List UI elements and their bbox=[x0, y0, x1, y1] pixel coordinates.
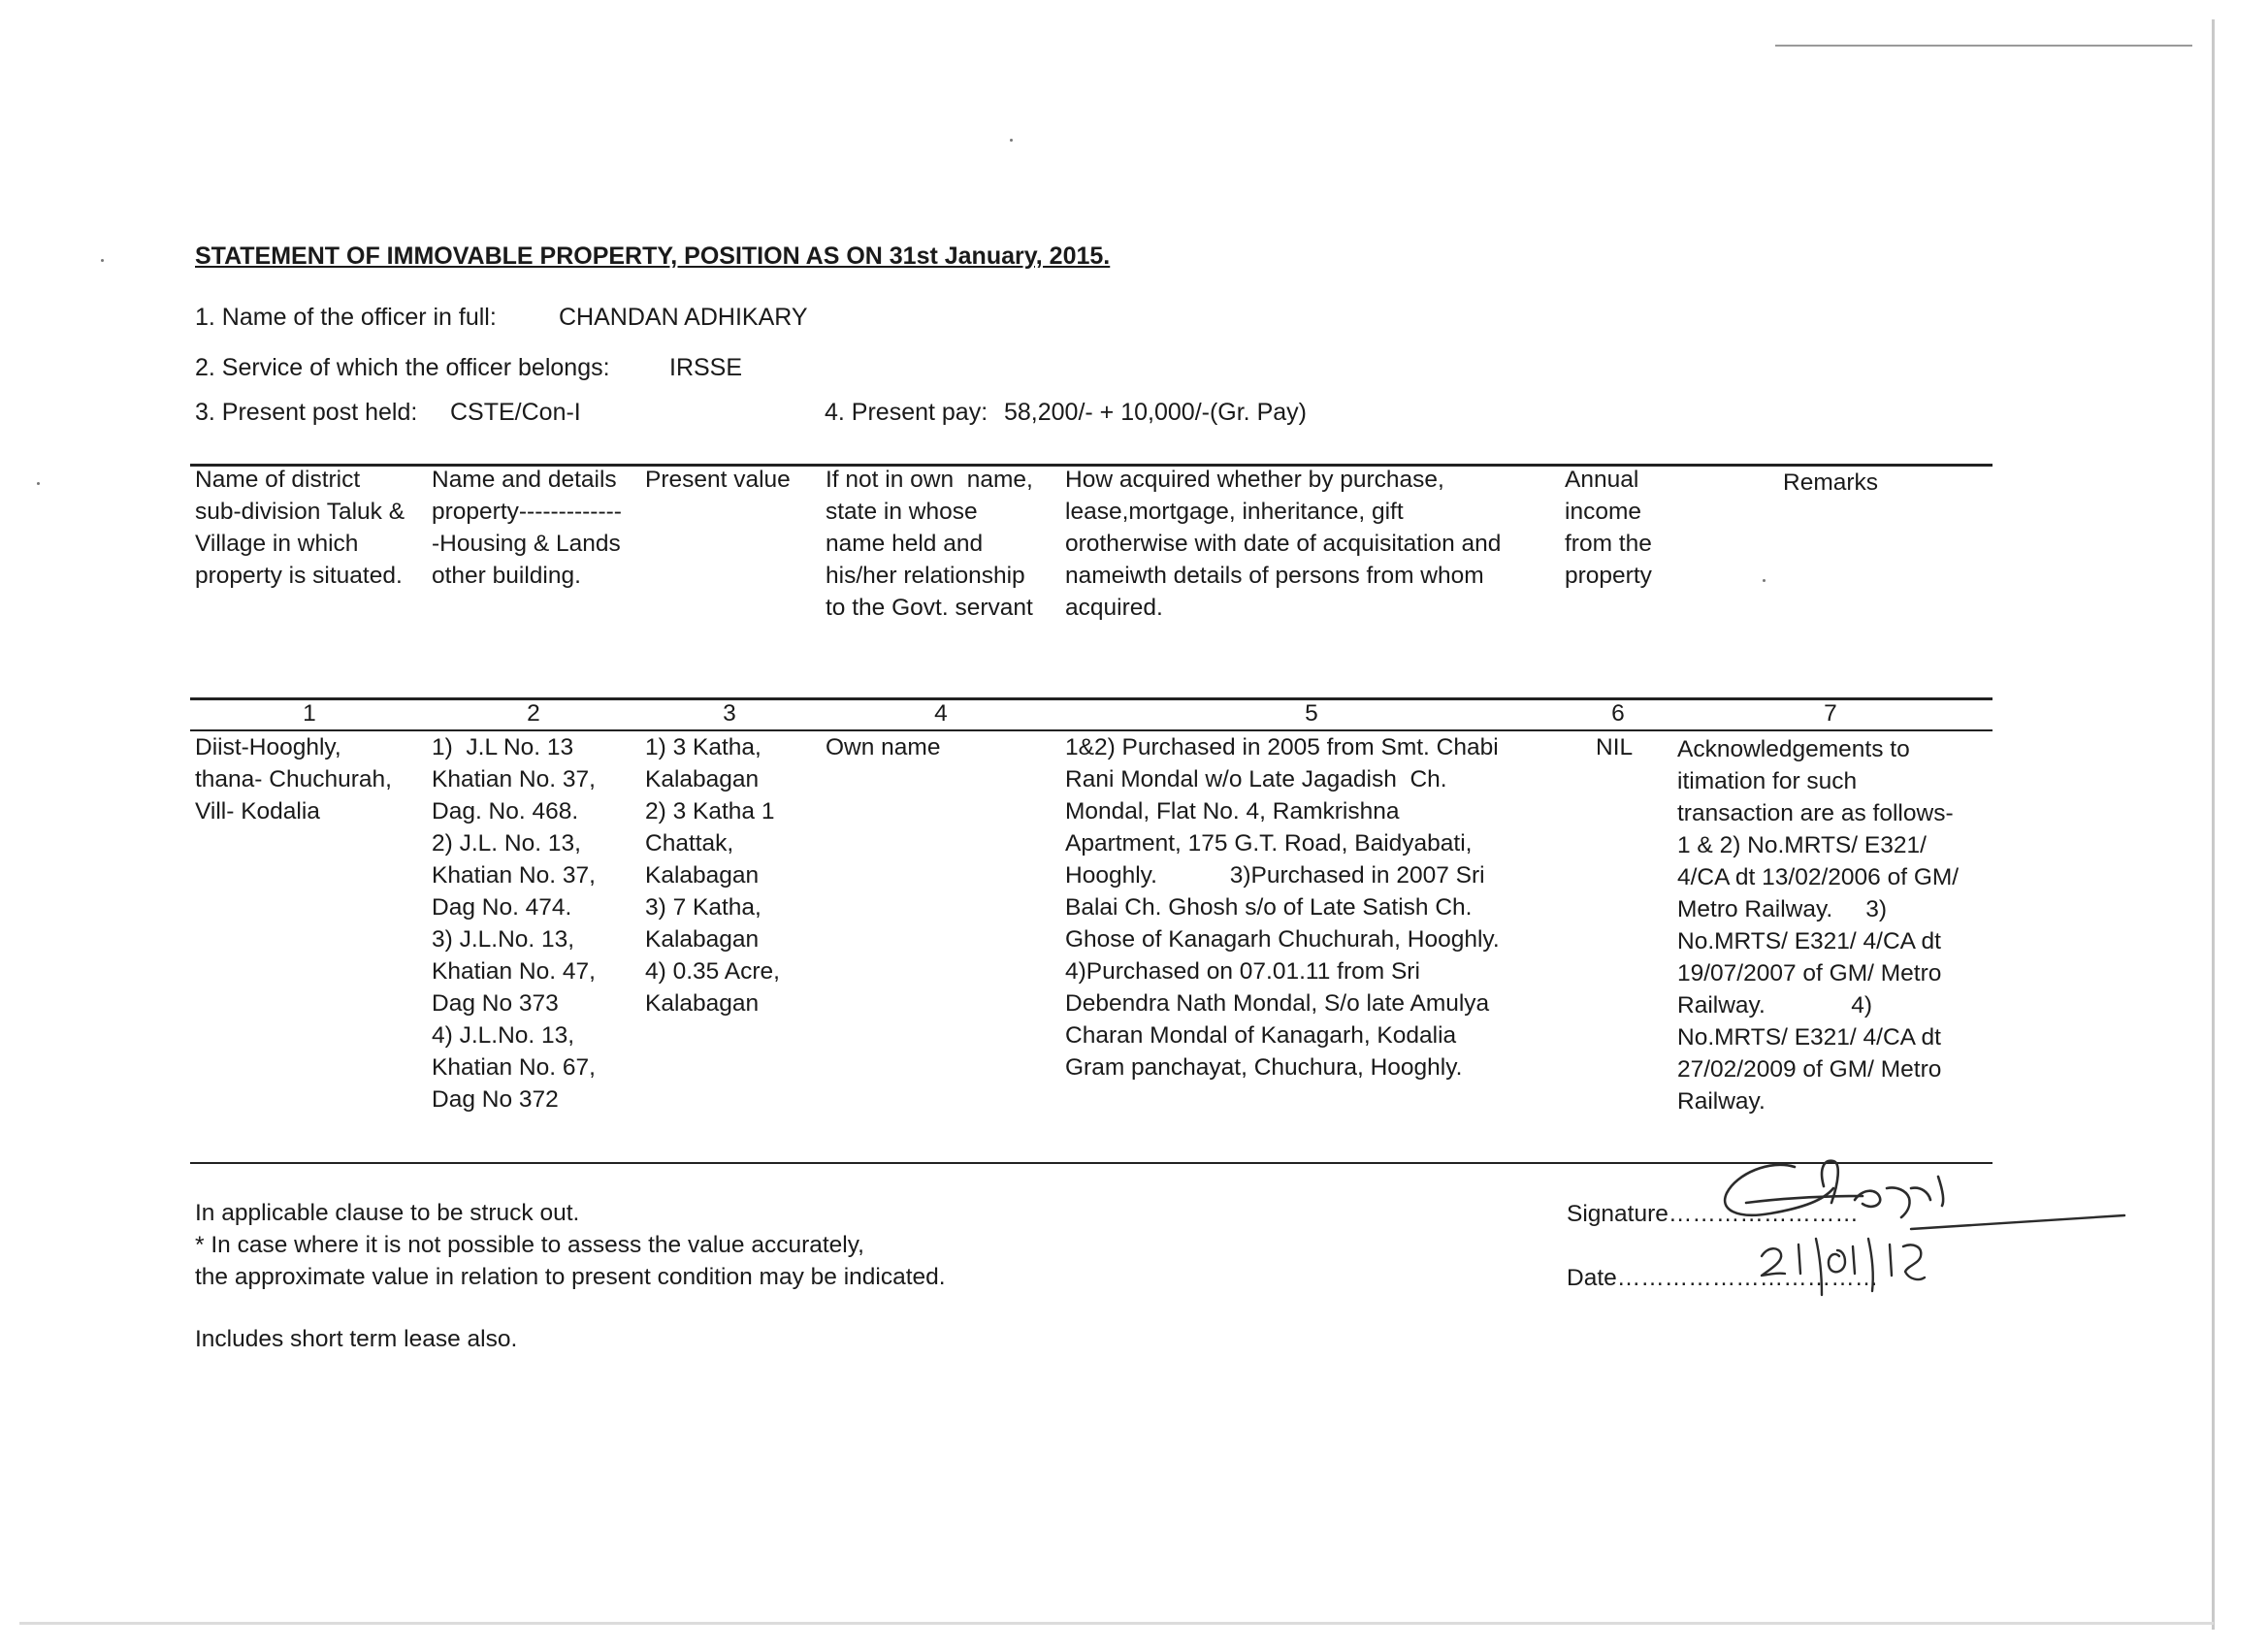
column-number-top-rule bbox=[190, 697, 1993, 700]
header-how-acquired: How acquired whether by purchase, lease,mortgage, inheritance, gift orotherwise with date of acquisitation and nameiwth details of persons from whom acquired. bbox=[1065, 467, 1502, 621]
header-present-value: Present value bbox=[645, 467, 791, 493]
header-remarks: Remarks bbox=[1783, 469, 1879, 496]
pay-label: 4. Present pay: bbox=[825, 399, 988, 426]
cell-present-value: 1) 3 Katha, Kalabagan 2) 3 Katha 1 Chattak, Kalabagan 3) 7 Katha, Kalabagan 4) 0.35 Acre, Kalabagan bbox=[645, 734, 780, 1017]
signature-label: Signature bbox=[1567, 1201, 1669, 1227]
page-edge-bottom bbox=[19, 1622, 2214, 1625]
scan-speck bbox=[37, 482, 40, 485]
cell-property-details: 1) J.L No. 13 Khatian No. 37, Dag. No. 468. 2) J.L. No. 13, Khatian No. 37, Dag No. 474. 3) J.L.No. 13, Khatian No. 47, Dag No 373 4) J.L.No. 13, Khatian No. 67, Dag No 372 bbox=[432, 734, 596, 1113]
header-annual-income: Annual income from the property bbox=[1565, 467, 1652, 589]
footnote-approximate: the approximate value in relation to present condition may be indicated. bbox=[195, 1264, 946, 1290]
header-district: Name of district sub-division Taluk & Village in which property is situated. bbox=[195, 467, 405, 589]
footnote-value: * In case where it is not possible to assess the value accurately, bbox=[195, 1232, 864, 1258]
cell-district: Diist-Hooghly, thana- Chuchurah, Vill- Kodalia bbox=[195, 734, 392, 824]
scan-artifact-line bbox=[1775, 45, 2192, 47]
officer-name-value: CHANDAN ADHIKARY bbox=[559, 304, 808, 331]
service-value: IRSSE bbox=[669, 354, 743, 381]
cell-remarks: Acknowledgements to itimation for such transaction are as follows- 1 & 2) No.MRTS/ E321/ 4/CA dt 13/02/2006 of GM/ Metro Railway. 3) No.MRTS/ E321/ 4/CA dt 19/07/2007 of GM/ Metro Railway. 4) No.MRTS/ E321/ 4/CA dt 27/02/2009 of GM/ Metro Railway. bbox=[1677, 736, 1960, 1115]
signature-dots: …………………… bbox=[1668, 1201, 1859, 1227]
page-edge-right bbox=[2212, 19, 2215, 1630]
post-value: CSTE/Con-I bbox=[450, 399, 581, 426]
cell-whose-name: Own name bbox=[826, 734, 941, 760]
scan-speck bbox=[1010, 139, 1013, 142]
column-number: 1 bbox=[303, 700, 316, 727]
officer-name-label: 1. Name of the officer in full: bbox=[195, 304, 497, 331]
handwritten-signature bbox=[1678, 1149, 2134, 1305]
scan-speck bbox=[101, 259, 104, 262]
scan-speck bbox=[1763, 579, 1766, 582]
date-dots: …………………………… bbox=[1616, 1265, 1879, 1291]
column-number: 5 bbox=[1305, 700, 1318, 727]
footnote-clause: In applicable clause to be struck out. bbox=[195, 1200, 580, 1226]
post-label: 3. Present post held: bbox=[195, 399, 418, 426]
column-number: 6 bbox=[1611, 700, 1625, 727]
header-property-details: Name and details property------------- -Housing & Lands other building. bbox=[432, 467, 622, 589]
footnote-lease: Includes short term lease also. bbox=[195, 1326, 518, 1352]
header-whose-name: If not in own name, state in whose name held and his/her relationship to the Govt. servant bbox=[826, 467, 1033, 621]
pay-value: 58,200/- + 10,000/-(Gr. Pay) bbox=[1004, 399, 1307, 426]
date-label: Date bbox=[1567, 1265, 1617, 1291]
column-number: 7 bbox=[1824, 700, 1837, 727]
cell-how-acquired: 1&2) Purchased in 2005 from Smt. Chabi Rani Mondal w/o Late Jagadish Ch. Mondal, Flat No. 4, Ramkrishna Apartment, 175 G.T. Road, Baidyabati, Hooghly. 3)Purchased in 2007 Sri Balai Ch. Ghosh s/o of Late Satish Ch. Ghose of Kanagarh Chuchurah, Hooghly. 4)Purchased on 07.01.11 from Sri Debendra Nath Mondal, S/o late Amulya Charan Mondal of Kanagarh, Kodalia Gram panchayat, Chuchura, Hooghly. bbox=[1065, 734, 1500, 1081]
document-title: STATEMENT OF IMMOVABLE PROPERTY, POSITION AS ON 31st January, 2015. bbox=[195, 242, 1111, 270]
cell-annual-income: NIL bbox=[1596, 734, 1634, 760]
service-label: 2. Service of which the officer belongs: bbox=[195, 354, 610, 381]
column-number: 4 bbox=[934, 700, 948, 727]
column-number: 3 bbox=[723, 700, 736, 727]
column-number: 2 bbox=[527, 700, 540, 727]
